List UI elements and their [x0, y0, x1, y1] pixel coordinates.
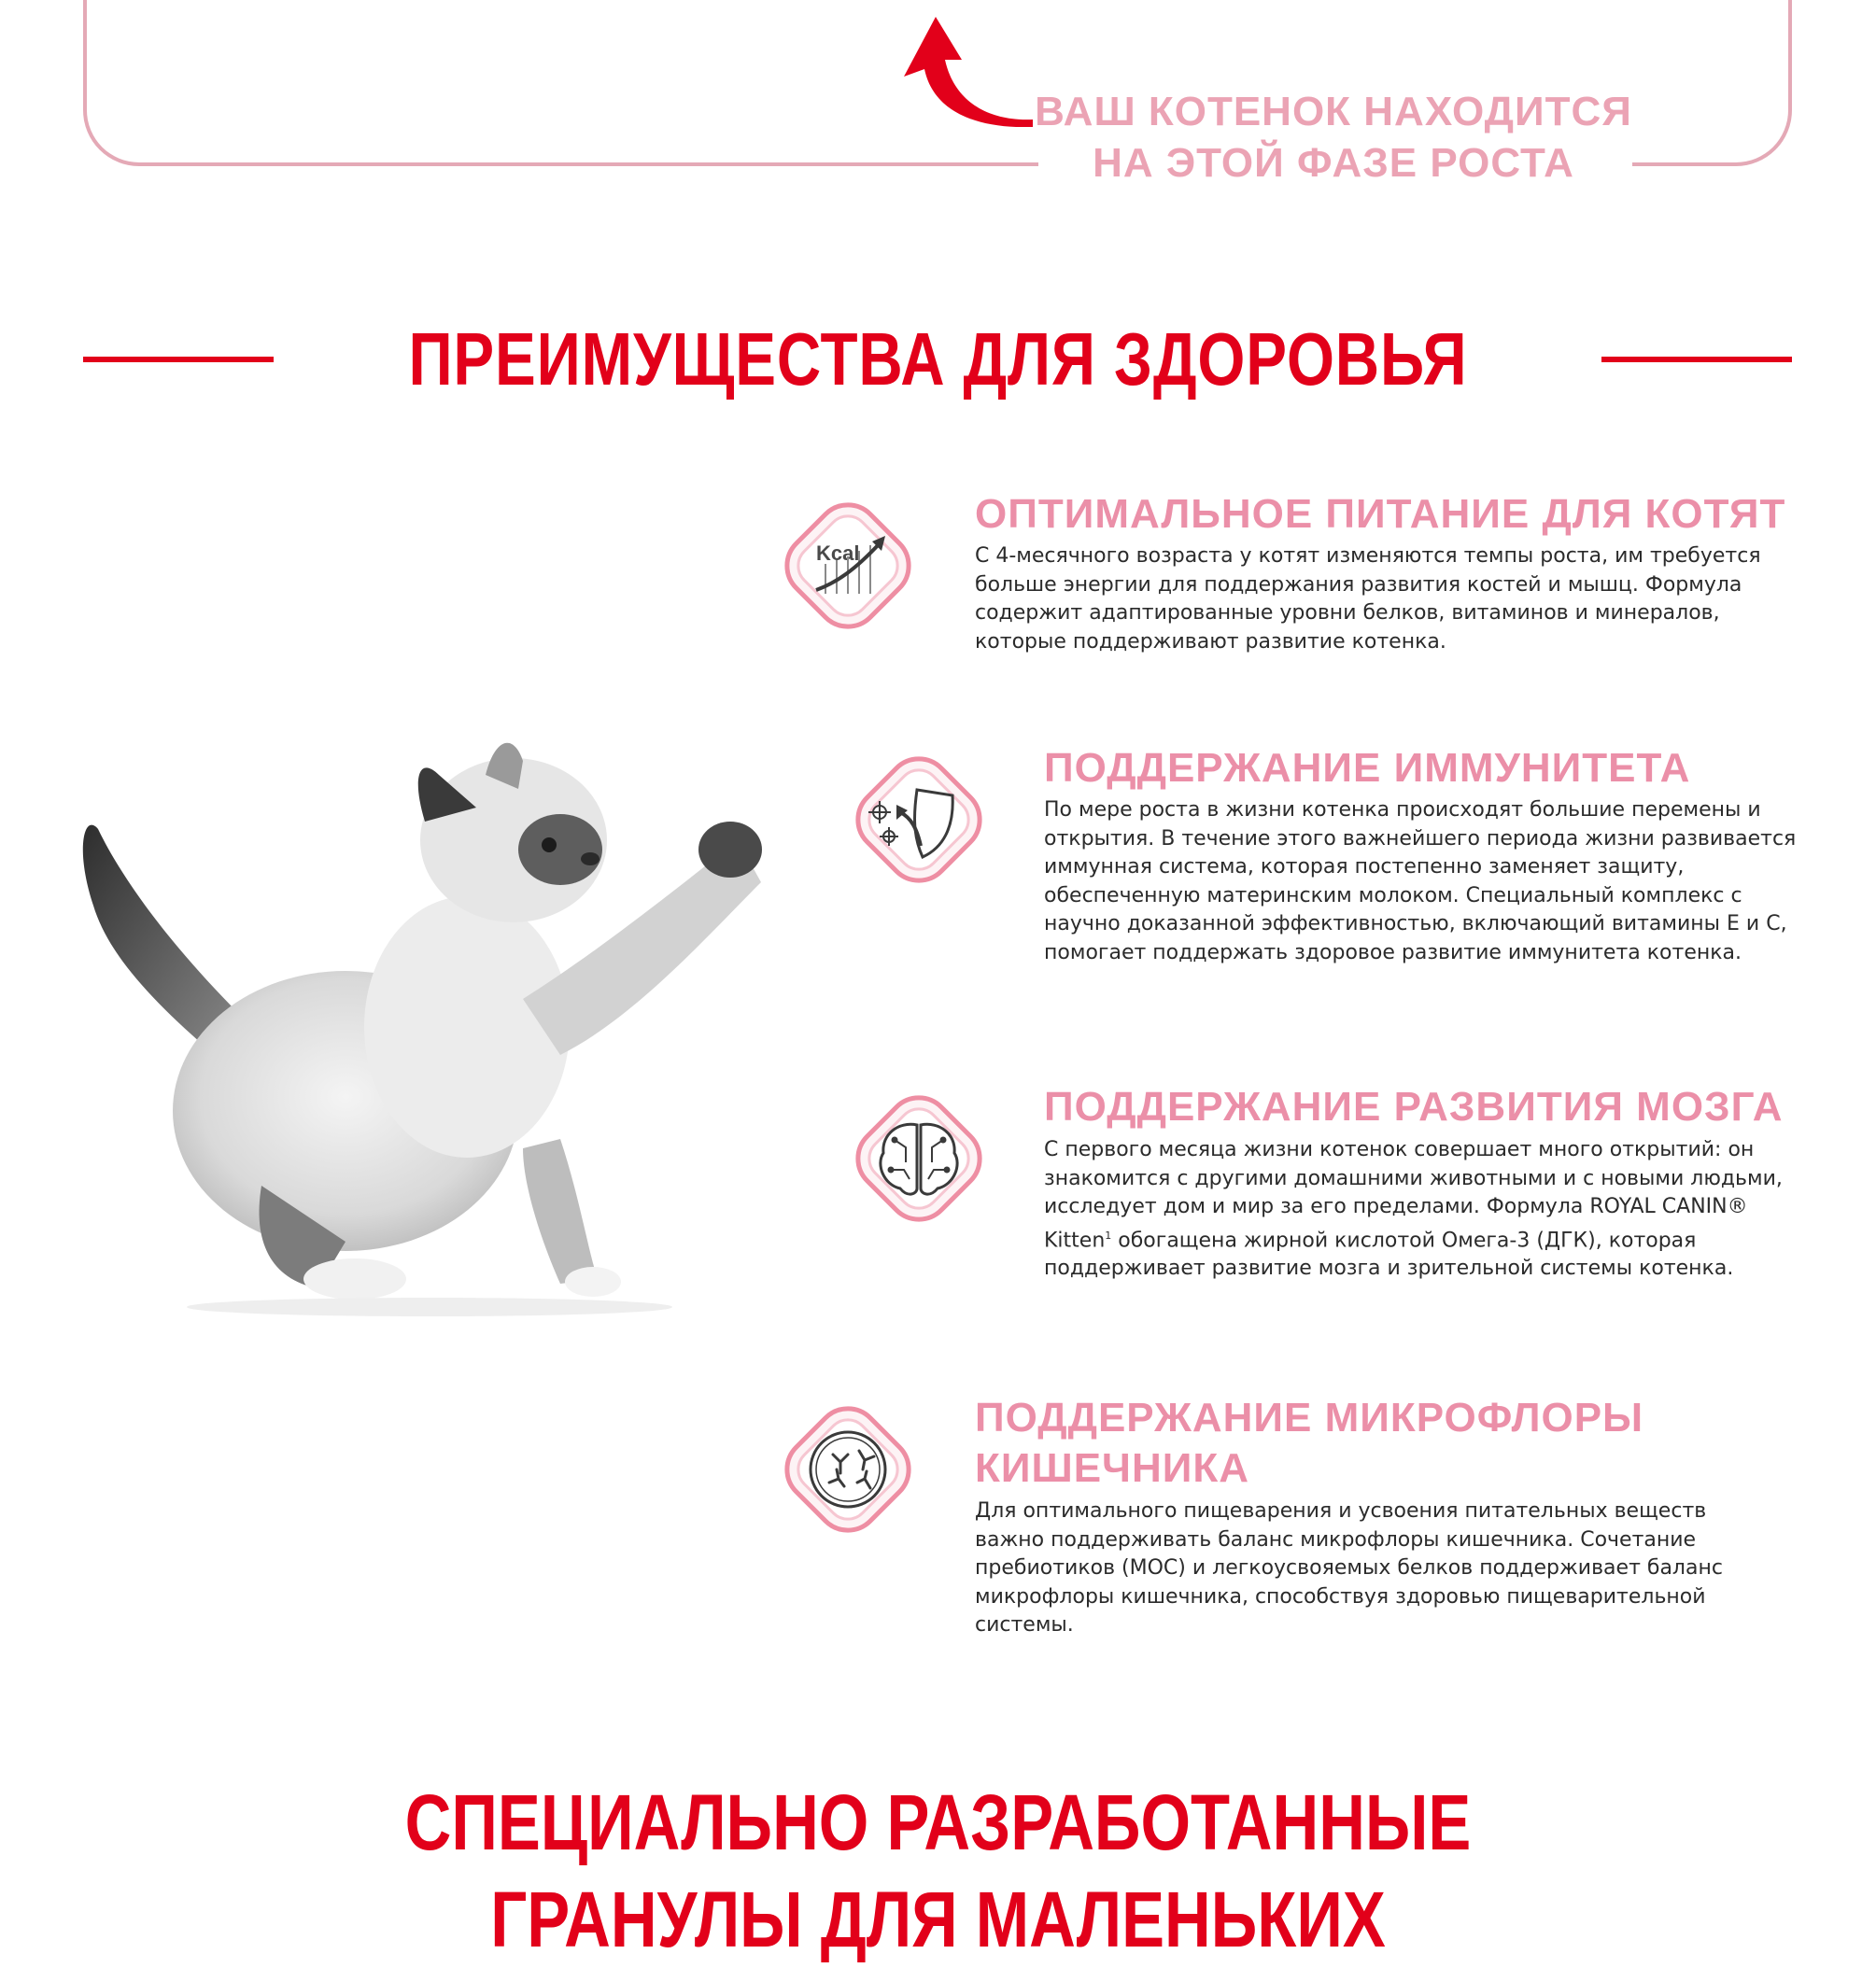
- benefit-title-line1: ОПТИМАЛЬНОЕ ПИТАНИЕ ДЛЯ КОТЯТ: [975, 491, 1786, 537]
- granules-heading-line2: ГРАНУЛЫ ДЛЯ МАЛЕНЬКИХ: [490, 1876, 1386, 1963]
- kcal-growth-chart-icon: [771, 489, 924, 642]
- benefit-description-text-cont: обогащена жирной кислотой Омега-3 (ДГК), которая поддерживает развитие мозга и зрительной системы котенка.: [1044, 1228, 1734, 1281]
- gut-microflora-icon: [771, 1393, 924, 1546]
- benefit-title: [975, 489, 1785, 540]
- benefit-description: По мере роста в жизни котенка происходят большие перемены и открытия. В течение этого важнейшего периода жизни развивается иммунная система, которая постепенно заменяет защиту, обеспеченную материнским молоком. Специальный комплекс с научно доказанной эффективностью, включающий витамины Е и С, помогает поддержать здоровое развитие иммунитета котенка.: [1044, 798, 1797, 964]
- health-benefits-heading: [83, 313, 1792, 406]
- benefit-description: С 4-месячного возраста у котят изменяются темпы роста, им требуется больше энергии для поддержания развития костей и мышц. Формула содержит адаптированные уровни белков, витаминов и минералов, которые поддерживают развитие котенка.: [975, 544, 1761, 654]
- growth-phase-caption: [1035, 86, 1632, 189]
- benefit-brain: [842, 1082, 1813, 1325]
- granules-heading-line1: СПЕЦИАЛЬНО РАЗРАБОТАННЫЕ: [404, 1778, 1472, 1866]
- section-title: ПРЕИМУЩЕСТВА ДЛЯ ЗДОРОВЬЯ: [408, 317, 1467, 401]
- footnote-marker: 1: [1105, 1229, 1112, 1242]
- growth-phase-caption-line2: НА ЭТОЙ ФАЗЕ РОСТА: [1093, 140, 1574, 186]
- kitten-image: [37, 719, 766, 1316]
- immunity-shield-icon: [842, 743, 995, 896]
- curved-arrow-icon: [896, 17, 1037, 127]
- benefit-description: [1044, 1136, 1791, 1284]
- brain-icon: [842, 1082, 995, 1235]
- heading-rule-left: [83, 357, 274, 362]
- benefit-immunity: [842, 743, 1813, 1023]
- benefit-title: [1044, 743, 1690, 794]
- heading-rule-right: [1601, 357, 1792, 362]
- benefit-description: Для оптимального пищеварения и усвоения питательных веществ важно поддерживать баланс микрофлоры кишечника. Сочетание пребиотиков (МОС) и легкоусвояемых белков поддерживает баланс микрофлоры кишечника, способствуя здоровью пищеварительной системы.: [975, 1499, 1723, 1637]
- benefit-description-text: С первого месяца жизни котенок совершает много открытий: он знакомится с другими домашними животными и с новыми людьми, исследует дом и мир за его пределами. Формула ROYAL CANIN® Kitten: [1044, 1138, 1783, 1252]
- granules-heading: [0, 1774, 1876, 1968]
- benefit-title-line1: ПОДДЕРЖАНИЕ ИММУНИТЕТА: [1044, 745, 1691, 791]
- benefit-nutrition: [771, 489, 1798, 676]
- benefit-microflora: [771, 1393, 1798, 1673]
- benefit-title: [1044, 1082, 1784, 1132]
- growth-phase-caption-line1: ВАШ КОТЕНОК НАХОДИТСЯ: [1035, 89, 1632, 134]
- benefit-title: [975, 1393, 1643, 1494]
- benefit-title-line1: ПОДДЕРЖАНИЕ РАЗВИТИЯ МОЗГА: [1044, 1084, 1784, 1130]
- benefit-title-line1: ПОДДЕРЖАНИЕ МИКРОФЛОРЫ: [975, 1395, 1644, 1441]
- svg-text:Kcal: Kcal: [816, 541, 860, 565]
- benefit-title-line2: КИШЕЧНИКА: [975, 1445, 1249, 1491]
